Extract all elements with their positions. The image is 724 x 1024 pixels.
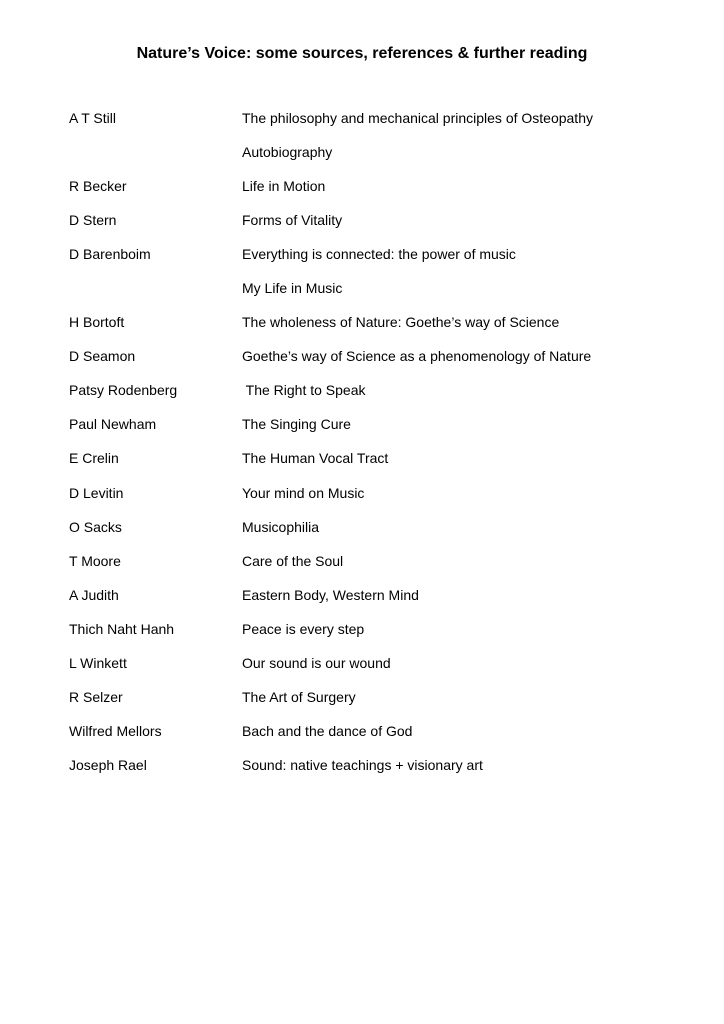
reference-author: L Winkett — [69, 654, 127, 671]
reference-row — [69, 237, 689, 271]
reference-list — [69, 101, 689, 782]
reference-row — [69, 339, 689, 373]
reference-title: Forms of Vitality — [242, 212, 343, 229]
reference-author: E Crelin — [69, 450, 119, 467]
reference-row — [69, 510, 689, 544]
reference-title: Goethe’s way of Science as a phenomenology of Nature — [242, 348, 592, 365]
reference-row — [69, 476, 689, 510]
reference-title: Autobiography — [242, 144, 333, 161]
reference-author: D Barenboim — [69, 246, 151, 263]
reference-title: The Right to Speak — [242, 382, 366, 399]
reference-row — [69, 407, 689, 441]
reference-row — [69, 646, 689, 680]
reference-author: T Moore — [69, 552, 121, 569]
reference-title: Your mind on Music — [242, 484, 365, 501]
reference-row — [69, 680, 689, 714]
reference-row — [69, 714, 689, 748]
reference-row — [69, 544, 689, 578]
reference-title: Musicophilia — [242, 518, 320, 535]
reference-author: D Stern — [69, 212, 117, 229]
reference-row — [69, 101, 689, 135]
reference-row — [69, 135, 689, 169]
page-title: Nature’s Voice: some sources, references & further reading — [136, 45, 588, 62]
reference-title: My Life in Music — [242, 280, 343, 297]
reference-row — [69, 373, 689, 407]
reference-title: Our sound is our wound — [242, 654, 391, 671]
reference-author: Thich Naht Hanh — [69, 620, 175, 637]
reference-title: Everything is connected: the power of music — [242, 246, 516, 263]
reference-author: A T Still — [69, 110, 116, 127]
reference-title: The Art of Surgery — [242, 688, 356, 705]
reference-row — [69, 271, 689, 305]
reference-row — [69, 305, 689, 339]
reference-title: The Human Vocal Tract — [242, 450, 389, 467]
reference-title: Peace is every step — [242, 620, 365, 637]
reference-row — [69, 612, 689, 646]
reference-title: The philosophy and mechanical principles of Osteopathy — [242, 110, 593, 127]
reference-title: The wholeness of Nature: Goethe’s way of Science — [242, 314, 560, 331]
reference-row — [69, 748, 689, 782]
reference-author: R Becker — [69, 178, 127, 195]
reference-author: Wilfred Mellors — [69, 722, 162, 739]
reference-author: O Sacks — [69, 518, 122, 535]
reference-author: D Levitin — [69, 484, 124, 501]
reference-row — [69, 441, 689, 475]
reference-author: Joseph Rael — [69, 756, 147, 773]
reference-title: Sound: native teachings + visionary art — [242, 756, 483, 773]
reference-author: Paul Newham — [69, 416, 157, 433]
reference-author: D Seamon — [69, 348, 136, 365]
reference-title: Bach and the dance of God — [242, 722, 413, 739]
reference-author: A Judith — [69, 586, 119, 603]
reference-row — [69, 169, 689, 203]
reference-row — [69, 578, 689, 612]
reference-title: Life in Motion — [242, 178, 326, 195]
reference-title: The Singing Cure — [242, 416, 351, 433]
reference-author: R Selzer — [69, 688, 123, 705]
reference-author: Patsy Rodenberg — [69, 382, 178, 399]
reference-author: H Bortoft — [69, 314, 125, 331]
reference-title: Eastern Body, Western Mind — [242, 586, 419, 603]
reference-title: Care of the Soul — [242, 552, 344, 569]
reference-row — [69, 203, 689, 237]
